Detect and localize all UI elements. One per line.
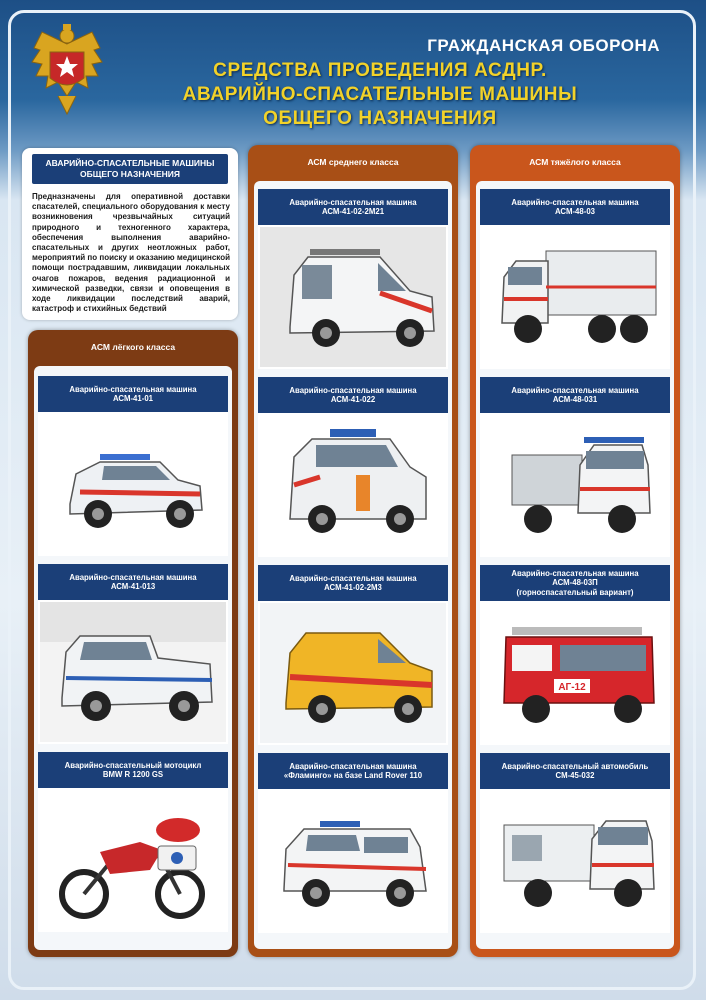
vehicle-photo-suv — [40, 414, 226, 554]
vehicle-card-title — [38, 564, 228, 600]
vehicle-photo-uaz-van — [260, 415, 446, 555]
vehicle-card-title — [480, 189, 670, 225]
vehicle-card — [38, 752, 228, 932]
vehicle-card-title — [38, 376, 228, 412]
vehicle-card-type: Аварийно-спасательная машина — [289, 197, 417, 207]
vehicle-card-model: АСМ-48-03 — [555, 207, 595, 216]
vehicle-card-model: АСМ-41-022 — [330, 395, 376, 404]
vehicle-photo-kamaz-box — [482, 227, 668, 367]
vehicle-card — [258, 565, 448, 745]
vehicle-card-title — [480, 565, 670, 601]
description-text: Предназначены для оперативной доставки спасателей, специального оборудования к месту возникновения чрезвычайных ситуаций природного и техногенного характера, обеспечения выполнения аварийно-спасательных и других неотложных работ, мероприятий по поиску и оказанию медицинской помощи пострадавшим, ликвидации локальных очагов пожаров, ведения радиационной и химической разведки, связи и оповещения в ходе ликвидации последствий аварий, катастроф и стихийных бедствий — [32, 192, 231, 314]
vehicle-card — [480, 377, 670, 557]
vehicle-card-title — [480, 753, 670, 789]
vehicle-card — [480, 753, 670, 933]
vehicle-card-model: BMW R 1200 GS — [102, 770, 164, 779]
vehicle-card-title — [258, 753, 448, 789]
description-box — [22, 148, 238, 320]
vehicle-card — [480, 565, 670, 745]
column-light-inner — [34, 366, 232, 950]
vehicle-photo-fire-truck — [482, 603, 668, 743]
vehicle-card-model: АСМ-41-013 — [110, 582, 156, 591]
vehicle-photo-yellow-van — [260, 603, 446, 743]
vehicle-card-note: (горноспасательный вариант) — [516, 587, 634, 597]
vehicle-card — [258, 753, 448, 933]
column-medium-inner — [254, 181, 452, 949]
vehicle-card-model: АСМ-41-02-2М3 — [324, 583, 382, 592]
vehicle-card-type: Аварийно-спасательная машина — [289, 573, 417, 583]
vehicle-card — [258, 189, 448, 369]
vehicle-photo-land-rover — [260, 791, 446, 931]
vehicle-card — [38, 376, 228, 556]
vehicle-card-title — [258, 189, 448, 225]
vehicle-card-model: «Фламинго» на базе Land Rover 110 — [283, 771, 423, 780]
description-heading-line-1: АВАРИЙНО-СПАСАТЕЛЬНЫЕ МАШИНЫ — [45, 158, 215, 168]
page-title-line-1: СРЕДСТВА ПРОВЕДЕНИЯ АСДНР. — [213, 60, 547, 81]
vehicle-card-title — [258, 565, 448, 601]
column-heavy-heading: АСМ тяжёлого класса — [529, 157, 621, 167]
vehicle-card-type: Аварийно-спасательная машина — [511, 385, 639, 395]
vehicle-card-title — [258, 377, 448, 413]
vehicle-card-title — [480, 377, 670, 413]
vehicle-card-model: АСМ-41-01 — [113, 394, 153, 403]
column-light-heading: АСМ лёгкого класса — [90, 342, 176, 352]
header — [0, 0, 706, 140]
vehicle-card-model: АСМ-41-02-2М21 — [321, 207, 385, 216]
vehicle-card — [38, 564, 228, 744]
fire-truck-plate: АГ-12 — [558, 682, 586, 693]
column-light-class — [28, 330, 238, 957]
mchs-eagle-emblem-icon — [30, 22, 104, 116]
vehicle-photo-kamaz-crane — [482, 415, 668, 555]
description-heading — [32, 154, 228, 184]
vehicle-card — [480, 189, 670, 369]
vehicle-card-type: Аварийно-спасательная машина — [69, 572, 197, 582]
vehicle-card-model: АСМ-48-03П — [552, 578, 598, 588]
vehicle-photo-kamaz-rescue — [482, 791, 668, 931]
column-heavy-class — [470, 145, 680, 957]
vehicle-card — [258, 377, 448, 557]
vehicle-card-type: Аварийно-спасательная машина — [511, 197, 639, 207]
page-title-line-3: ОБЩЕГО НАЗНАЧЕНИЯ — [263, 108, 497, 129]
vehicle-photo-van — [260, 227, 446, 367]
vehicle-card-type: Аварийно-спасательная машина — [69, 384, 197, 394]
vehicle-card-type: Аварийно-спасательный мотоцикл — [64, 760, 202, 770]
vehicle-card-type: Аварийно-спасательная машина — [289, 385, 417, 395]
column-medium-class — [248, 145, 458, 957]
vehicle-card-model: СМ-45-032 — [555, 771, 595, 780]
civil-defense-label: ГРАЖДАНСКАЯ ОБОРОНА — [427, 36, 660, 55]
column-heavy-inner — [476, 181, 674, 949]
vehicle-photo-uaz — [40, 602, 226, 742]
column-medium-heading: АСМ среднего класса — [307, 157, 399, 167]
vehicle-card-model: АСМ-48-031 — [552, 395, 598, 404]
vehicle-card-type: Аварийно-спасательная машина — [289, 761, 417, 771]
vehicle-card-title — [38, 752, 228, 788]
vehicle-card-type: Аварийно-спасательная машина — [511, 568, 639, 578]
page-title-line-2: АВАРИЙНО-СПАСАТЕЛЬНЫЕ МАШИНЫ — [182, 84, 578, 105]
description-heading-line-2: ОБЩЕГО НАЗНАЧЕНИЯ — [80, 169, 180, 179]
vehicle-photo-motorcycle — [40, 790, 226, 930]
vehicle-card-type: Аварийно-спасательный автомобиль — [501, 761, 649, 771]
